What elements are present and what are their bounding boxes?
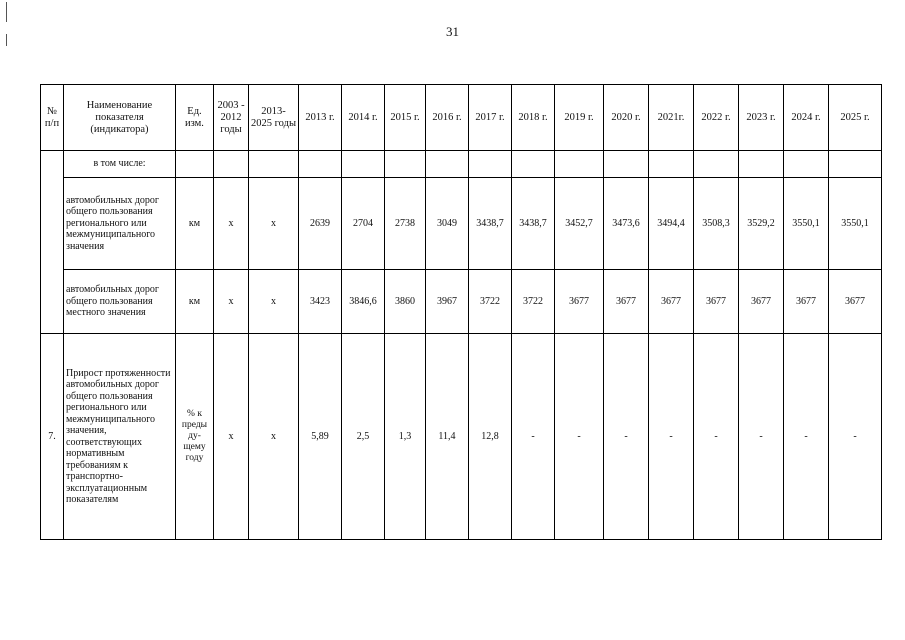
cell-value: 3677 [829, 270, 882, 334]
header-year: 2014 г. [342, 85, 385, 151]
cell-subheading: в том числе: [64, 151, 176, 178]
cell-period2: х [249, 178, 299, 270]
cell-value: 3967 [426, 270, 469, 334]
cell-value: 3423 [299, 270, 342, 334]
cell-empty [299, 151, 342, 178]
header-year: 2021г. [649, 85, 694, 151]
cell-empty [469, 151, 512, 178]
cell-value: - [694, 334, 739, 540]
cell-empty [249, 151, 299, 178]
page-number: 31 [446, 24, 459, 39]
header-year: 2018 г. [512, 85, 555, 151]
cell-value: - [512, 334, 555, 540]
cell-value: 3550,1 [784, 178, 829, 270]
cell-value: 3494,4 [649, 178, 694, 270]
header-period-2003-2012: 2003 - 2012 годы [214, 85, 249, 151]
cell-empty [176, 151, 214, 178]
header-year: 2015 г. [385, 85, 426, 151]
cell-value: - [739, 334, 784, 540]
cell-name: Прирост протяженности автомобильных дорог общего пользования регионального или межмуниципального значения, соответствующих нормативным требованиям к транспортно-эксплуатационным показателям [64, 334, 176, 540]
cell-empty [694, 151, 739, 178]
cell-value: - [784, 334, 829, 540]
cell-value: 11,4 [426, 334, 469, 540]
cell-value: 2,5 [342, 334, 385, 540]
cell-value: 3529,2 [739, 178, 784, 270]
cell-value: 3049 [426, 178, 469, 270]
cell-value: 3438,7 [512, 178, 555, 270]
cell-value: - [829, 334, 882, 540]
cell-value: 3677 [555, 270, 604, 334]
cell-unit: % к преды ду-щему году [176, 334, 214, 540]
cell-empty [214, 151, 249, 178]
cell-unit: км [176, 270, 214, 334]
header-year: 2013 г. [299, 85, 342, 151]
cell-value: 3860 [385, 270, 426, 334]
cell-empty [512, 151, 555, 178]
cell-period2: х [249, 270, 299, 334]
header-year: 2023 г. [739, 85, 784, 151]
cell-value: 2738 [385, 178, 426, 270]
table-row [41, 178, 882, 270]
subheading-row [41, 151, 882, 178]
cell-empty [604, 151, 649, 178]
cell-period1: х [214, 270, 249, 334]
table-row [41, 270, 882, 334]
cell-value: - [555, 334, 604, 540]
cell-value: 3550,1 [829, 178, 882, 270]
header-num: № п/п [41, 85, 64, 151]
cell-value: 3508,3 [694, 178, 739, 270]
cell-empty [426, 151, 469, 178]
header-year: 2016 г. [426, 85, 469, 151]
header-year: 2020 г. [604, 85, 649, 151]
cell-value: 12,8 [469, 334, 512, 540]
header-year: 2024 г. [784, 85, 829, 151]
cell-value: 3722 [469, 270, 512, 334]
cell-value: 3677 [739, 270, 784, 334]
header-period-2013-2025: 2013- 2025 годы [249, 85, 299, 151]
cell-value: 2704 [342, 178, 385, 270]
header-year: 2025 г. [829, 85, 882, 151]
cell-value: 3473,6 [604, 178, 649, 270]
cell-value: 2639 [299, 178, 342, 270]
cell-empty [739, 151, 784, 178]
cell-value: - [604, 334, 649, 540]
header-unit: Ед. изм. [176, 85, 214, 151]
header-year: 2019 г. [555, 85, 604, 151]
cell-value: 3846,6 [342, 270, 385, 334]
cell-value: 3677 [649, 270, 694, 334]
header-row [41, 85, 882, 151]
margin-mark-top [6, 2, 7, 22]
cell-value: 3722 [512, 270, 555, 334]
cell-value: 3452,7 [555, 178, 604, 270]
cell-value: 3677 [604, 270, 649, 334]
cell-empty [829, 151, 882, 178]
cell-value: 3438,7 [469, 178, 512, 270]
header-year: 2017 г. [469, 85, 512, 151]
cell-num [41, 151, 64, 334]
cell-period1: х [214, 178, 249, 270]
cell-value: - [649, 334, 694, 540]
cell-empty [555, 151, 604, 178]
cell-name: автомобильных дорог общего пользования местного значения [64, 270, 176, 334]
cell-period1: х [214, 334, 249, 540]
cell-value: 3677 [784, 270, 829, 334]
cell-value: 5,89 [299, 334, 342, 540]
cell-period2: х [249, 334, 299, 540]
cell-num: 7. [41, 334, 64, 540]
cell-value: 3677 [694, 270, 739, 334]
cell-name: автомобильных дорог общего пользования регионального или межмуниципального значения [64, 178, 176, 270]
cell-value: 1,3 [385, 334, 426, 540]
indicators-table [40, 84, 882, 540]
cell-unit: км [176, 178, 214, 270]
cell-empty [342, 151, 385, 178]
cell-empty [385, 151, 426, 178]
header-year: 2022 г. [694, 85, 739, 151]
table-row [41, 334, 882, 540]
cell-empty [649, 151, 694, 178]
header-name: Наименование показателя (индикатора) [64, 85, 176, 151]
cell-empty [784, 151, 829, 178]
